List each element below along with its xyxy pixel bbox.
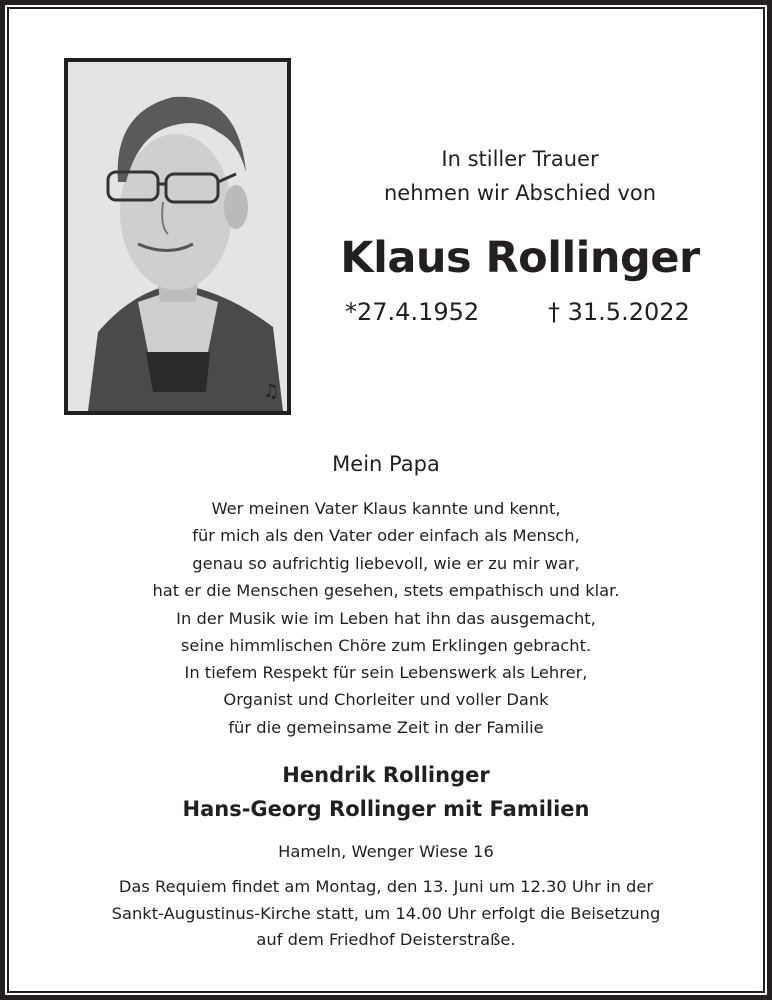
portrait-drawing-icon	[68, 62, 287, 411]
signer-name: Hendrik Rollinger	[282, 763, 490, 787]
poem-line: In der Musik wie im Leben hat ihn das ausgemacht,	[176, 608, 596, 628]
signer-name: Hans-Georg Rollinger mit Familien	[182, 797, 590, 821]
poem-body	[0, 495, 772, 659]
tribute-line: In tiefem Respekt für sein Lebenswerk als Lehrer,	[184, 663, 588, 682]
intro-text	[330, 142, 710, 210]
service-line: Sankt-Augustinus-Kirche statt, um 14.00 Uhr erfolgt die Beisetzung	[111, 903, 661, 923]
poem-line: genau so aufrichtig liebevoll, wie er zu mir war,	[192, 553, 580, 573]
tribute-line: für die gemeinsame Zeit in der Familie	[228, 717, 544, 737]
poem-heading: Mein Papa	[332, 452, 440, 476]
signers	[0, 758, 772, 826]
intro-line: In stiller Trauer	[441, 147, 599, 171]
svg-text:♫: ♫	[263, 381, 280, 402]
tribute-text	[0, 659, 772, 741]
service-line: auf dem Friedhof Deisterstraße.	[256, 930, 516, 949]
portrait-photo	[64, 58, 291, 415]
family-address: Hameln, Wenger Wiese 16	[278, 842, 494, 861]
intro-line: nehmen wir Abschied von	[383, 181, 657, 205]
service-details	[0, 874, 772, 954]
poem-line: Wer meinen Vater Klaus kannte und kennt,	[211, 499, 561, 518]
tribute-line: Organist und Chorleiter und voller Dank	[223, 690, 549, 710]
deceased-name: Klaus Rollinger	[340, 233, 700, 283]
poem-line: hat er die Menschen gesehen, stets empathisch und klar.	[152, 581, 620, 601]
poem-line: seine himmlischen Chöre zum Erklingen gebracht.	[180, 636, 592, 656]
service-line: Das Requiem findet am Montag, den 13. Juni um 12.30 Uhr in der	[118, 877, 654, 896]
birth-date: *27.4.1952	[345, 298, 480, 326]
death-date: † 31.5.2022	[548, 298, 690, 326]
poem-line: für mich als den Vater oder einfach als Mensch,	[192, 526, 580, 546]
